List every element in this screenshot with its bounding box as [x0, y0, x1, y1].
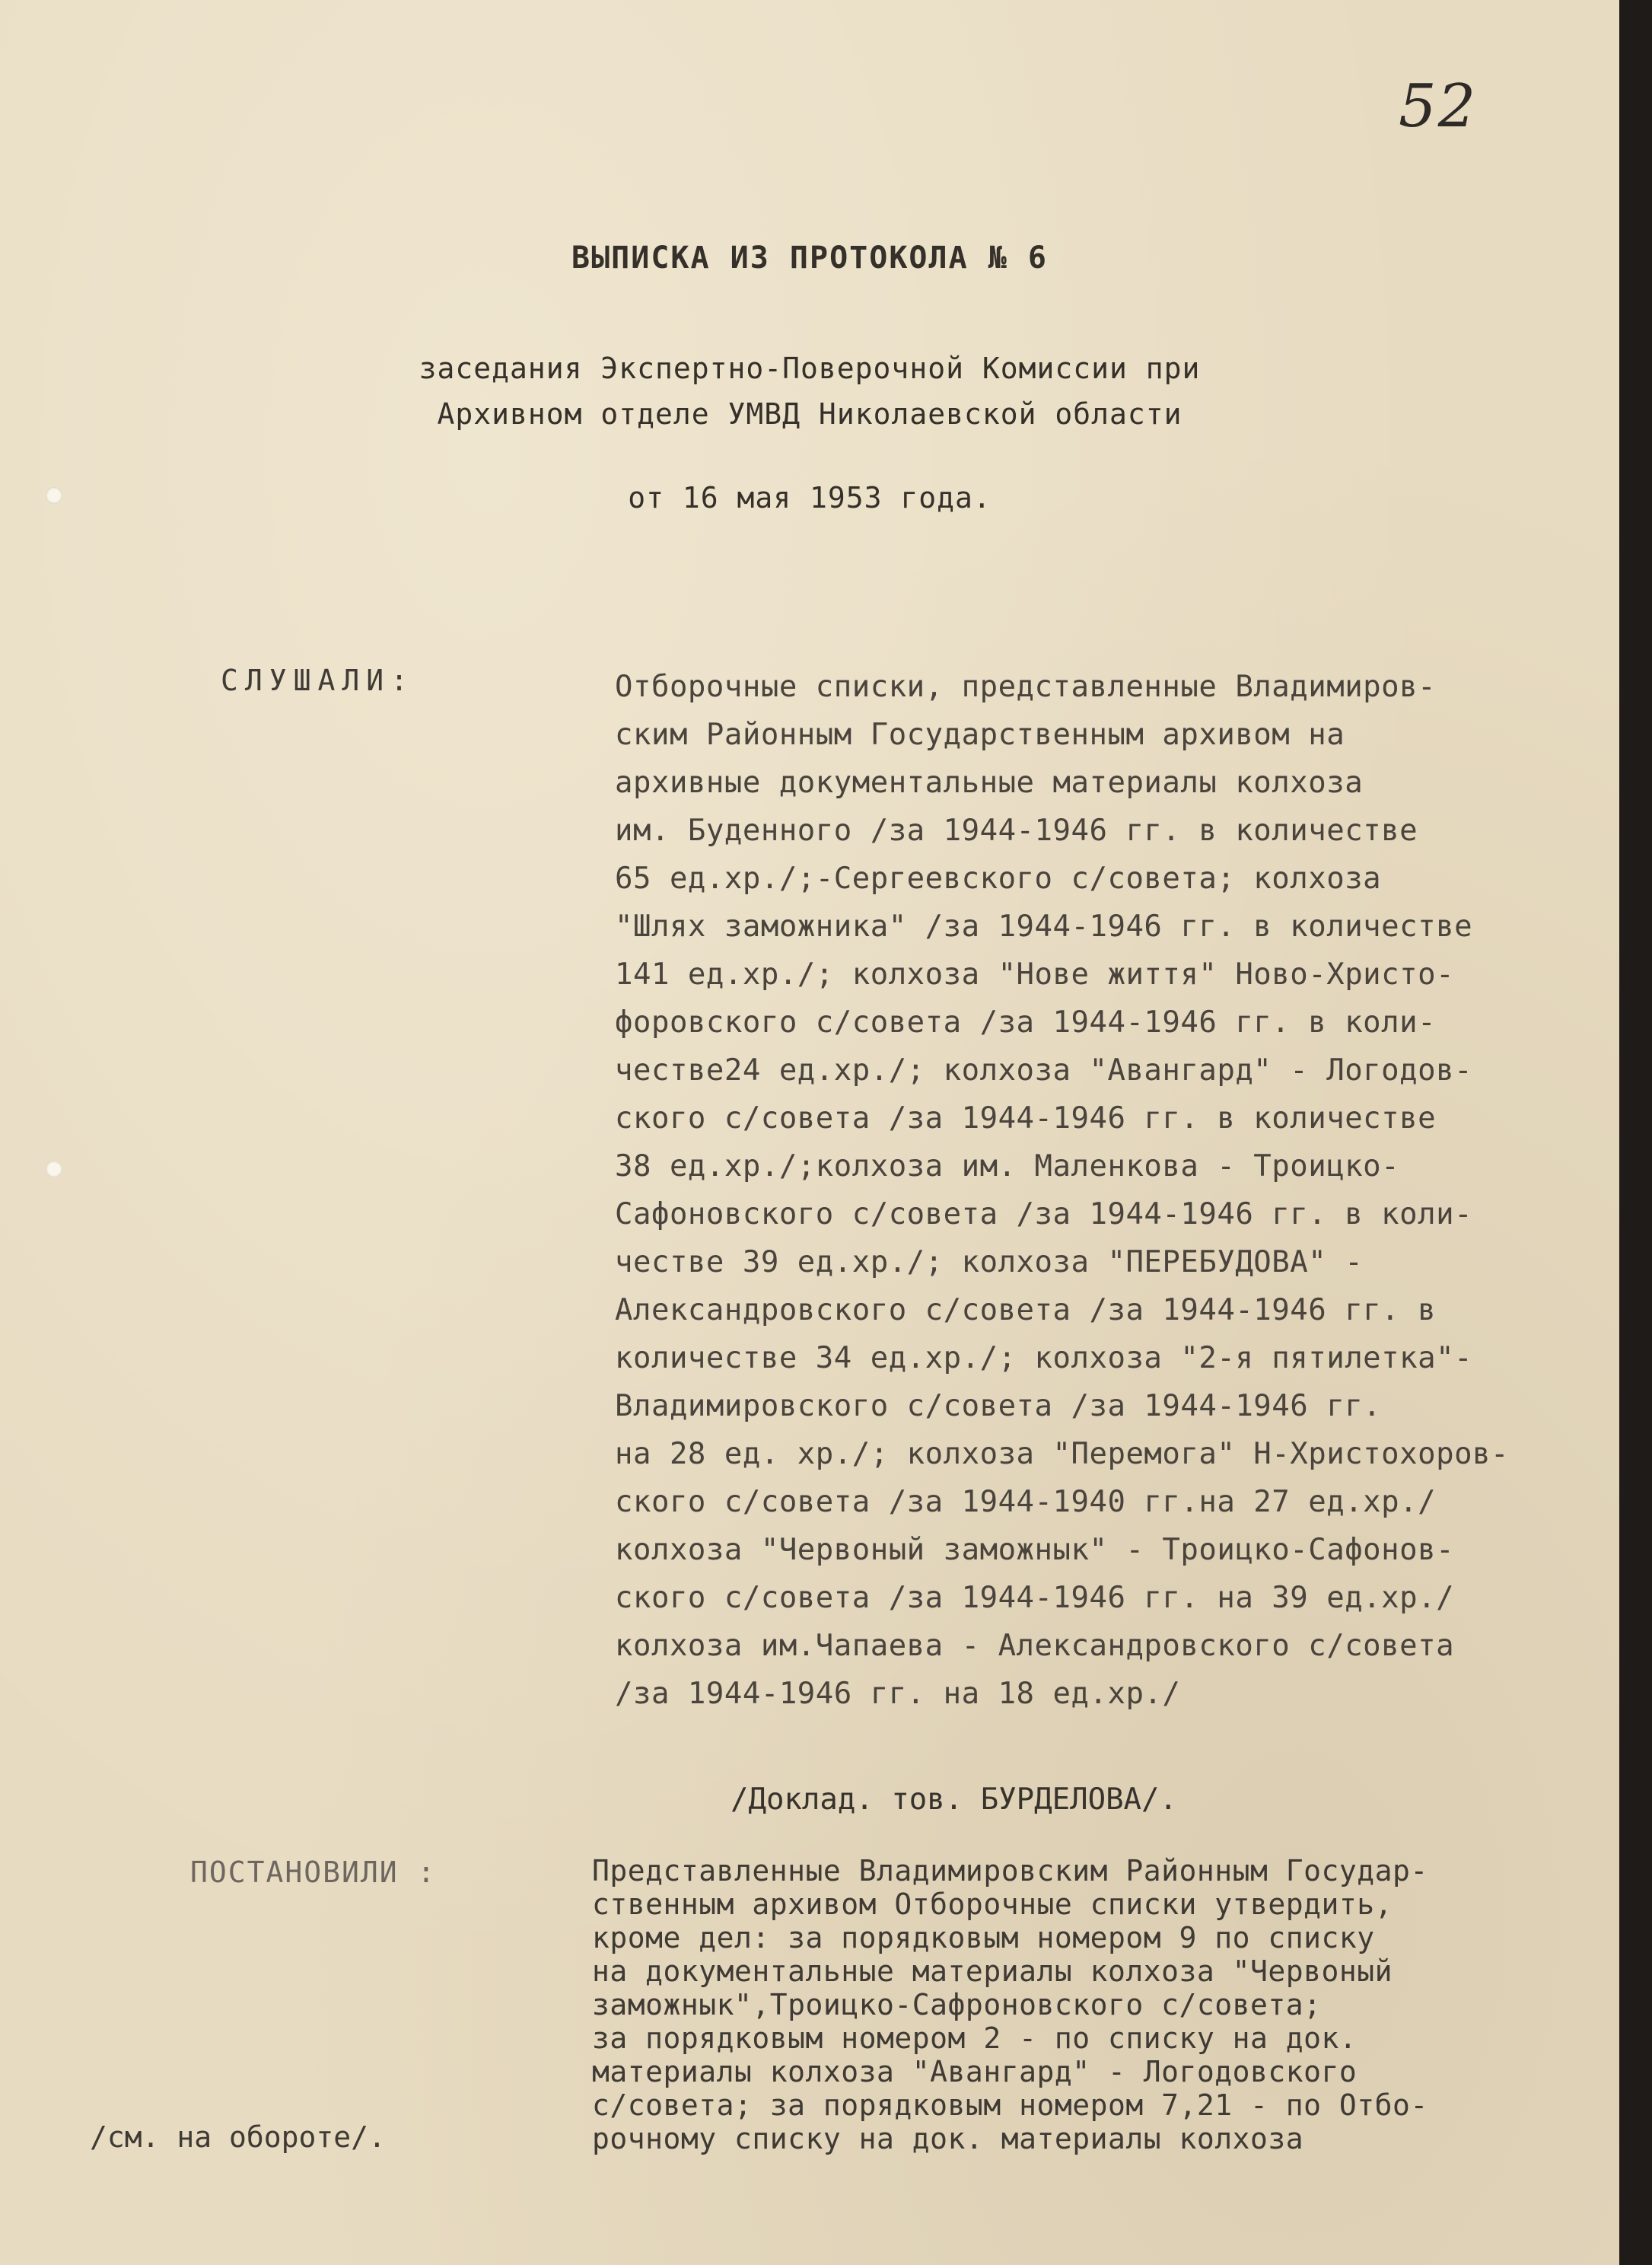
heard-line: честве24 ед.хр./; колхоза "Авангард" - Логодов-: [615, 1053, 1473, 1088]
document-title: ВЫПИСКА ИЗ ПРОТОКОЛА № 6: [571, 241, 1048, 276]
heard-line: форовского с/совета /за 1944-1946 гг. в коли-: [615, 1005, 1437, 1040]
resolved-line: заможнык",Троицко-Сафроновского с/совета;: [592, 1988, 1322, 2021]
resolved-line: ственным архивом Отборочные списки утвердить,: [592, 1888, 1393, 1921]
see-reverse-note: /см. на обороте/.: [90, 2120, 386, 2154]
heard-line: ского с/совета /за 1944-1940 гг.на 27 ед.хр./: [615, 1485, 1437, 1519]
background-edge: [1619, 0, 1652, 2265]
document-subtitle-line-1: заседания Экспертно-Поверочной Комиссии при: [419, 352, 1201, 385]
heard-line: количестве 34 ед.хр./; колхоза "2-я пятилетка"-: [615, 1341, 1473, 1375]
punch-hole-bottom: [46, 1161, 62, 1177]
heard-line: Александровского с/совета /за 1944-1946 гг. в: [615, 1293, 1437, 1327]
heard-line: "Шлях заможника" /за 1944-1946 гг. в количестве: [615, 910, 1473, 944]
heard-line: ского с/совета /за 1944-1946 гг. на 39 ед.хр./: [615, 1581, 1455, 1615]
resolved-line: рочному списку на док. материалы колхоза: [592, 2122, 1304, 2155]
heard-line: на 28 ед. хр./; колхоза "Перемога" Н-Христохоров-: [615, 1437, 1510, 1471]
handwritten-page-number: 52: [1399, 72, 1478, 141]
resolved-line: Представленные Владимировским Районным Государ-: [592, 1854, 1428, 1888]
heard-line: колхоза "Червоный заможнык" - Троицко-Сафонов-: [615, 1533, 1455, 1567]
heard-line: архивные документальные материалы колхоза: [615, 766, 1364, 800]
document-subtitle-line-2: Архивном отделе УМВД Николаевской области: [437, 397, 1183, 431]
heard-line: Отборочные списки, представленные Владимиров-: [615, 670, 1437, 704]
report-attribution: /Доклад. тов. БУРДЕЛОВА/.: [731, 1782, 1177, 1817]
document-date: от 16 мая 1953 года.: [628, 481, 992, 514]
heard-line: Владимировского с/совета /за 1944-1946 гг.: [615, 1389, 1382, 1423]
resolved-line: кроме дел: за порядковым номером 9 по списку: [592, 1921, 1375, 1954]
heard-line: честве 39 ед.хр./; колхоза "ПЕРЕБУДОВА" -: [615, 1245, 1364, 1279]
heard-line: ским Районным Государственным архивом на: [615, 718, 1345, 752]
heard-line: 38 ед.хр./;колхоза им. Маленкова - Троицко-: [615, 1149, 1400, 1183]
resolved-line: на документальные материалы колхоза "Червоный: [592, 1954, 1393, 1988]
resolved-line: с/совета; за порядковым номером 7,21 - по Отбо-: [592, 2088, 1428, 2122]
heard-line: 141 ед.хр./; колхоза "Нове життя" Ново-Христо-: [615, 957, 1455, 992]
resolved-line: материалы колхоза "Авангард" - Логодовского: [592, 2055, 1358, 2088]
heard-line: колхоза им.Чапаева - Александровского с/совета: [615, 1629, 1455, 1663]
resolved-label: ПОСТАНОВИЛИ :: [190, 1856, 437, 1889]
resolved-line: за порядковым номером 2 - по списку на док.: [592, 2021, 1358, 2055]
heard-line: Сафоновского с/совета /за 1944-1946 гг. в коли-: [615, 1197, 1473, 1231]
heard-line: /за 1944-1946 гг. на 18 ед.хр./: [615, 1677, 1181, 1711]
heard-label: СЛУШАЛИ:: [221, 664, 415, 697]
heard-line: 65 ед.хр./;-Сергеевского с/совета; колхоза: [615, 862, 1382, 896]
heard-line: им. Буденного /за 1944-1946 гг. в количестве: [615, 814, 1418, 848]
heard-line: ского с/совета /за 1944-1946 гг. в количестве: [615, 1101, 1437, 1136]
